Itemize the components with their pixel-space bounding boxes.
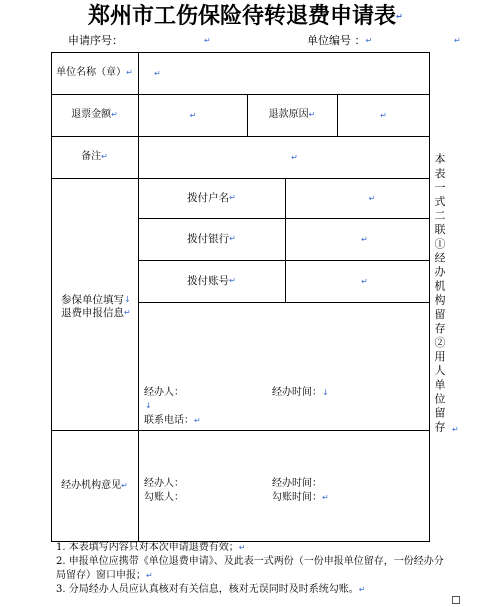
unit-name-field[interactable] xyxy=(139,53,429,94)
paragraph-mark-icon xyxy=(361,236,368,244)
line-break-icon xyxy=(322,389,329,397)
remark-label: 备注 xyxy=(81,151,102,162)
paragraph-mark-icon xyxy=(369,195,376,203)
agency-opinion-label: 经办机构意见 xyxy=(61,479,122,491)
reconciler-label-text: 勾账人： xyxy=(144,492,184,503)
agency-opinion-label-cell xyxy=(51,430,138,541)
paragraph-mark-icon xyxy=(454,37,461,45)
payee-account-field[interactable] xyxy=(300,261,429,302)
paragraph-mark-icon xyxy=(380,112,387,120)
paragraph-mark-icon xyxy=(452,426,459,434)
reconcile-time-label xyxy=(272,493,329,503)
cell-divider xyxy=(285,178,286,302)
paragraph-mark-icon xyxy=(359,586,366,594)
paragraph-mark-icon xyxy=(194,417,201,425)
agency-handler-label xyxy=(144,479,184,489)
agency-handle-time-label-text: 经办时间： xyxy=(272,478,322,489)
paragraph-mark-icon xyxy=(309,111,316,119)
paragraph-mark-icon xyxy=(204,37,211,45)
paragraph-mark-icon xyxy=(121,482,128,490)
note-item xyxy=(56,555,446,583)
contact-phone-label-text: 联系电话： xyxy=(144,415,194,426)
contact-phone-label xyxy=(144,416,201,426)
paragraph-mark-icon xyxy=(361,278,368,286)
refund-reason-label-cell xyxy=(247,94,337,136)
applicant-section-label xyxy=(61,294,131,320)
unit-name-label-cell xyxy=(51,52,138,94)
refund-amount-field[interactable] xyxy=(139,95,247,136)
applicant-handler-label xyxy=(144,388,184,398)
payee-name-label: 拨付户名 xyxy=(187,191,230,204)
notes-list xyxy=(56,541,446,597)
payee-name-field[interactable] xyxy=(300,179,444,218)
section-label-line1: 参保单位填写 xyxy=(61,294,124,306)
remark-field[interactable] xyxy=(160,137,429,178)
payee-bank-field[interactable] xyxy=(300,219,429,260)
payee-bank-label: 拨付银行 xyxy=(187,232,230,245)
note-text: 1. 本表填写内容只对本次申请退费有效； xyxy=(56,542,239,553)
side-copy-note: 本表一式二联①经办机构留存②用人单位留存 xyxy=(433,153,446,435)
paragraph-mark-icon xyxy=(124,309,131,317)
refund-amount-label-cell xyxy=(51,94,138,136)
applicant-handle-time-label xyxy=(272,388,329,398)
applicant-section-label-cell xyxy=(51,178,138,430)
paragraph-mark-icon xyxy=(239,544,246,552)
refund-amount-label: 退票金额 xyxy=(71,109,112,120)
section-label-line2: 退费申报信息 xyxy=(61,307,124,319)
applicant-handler-label-text: 经办人： xyxy=(144,387,184,398)
paragraph-mark-icon xyxy=(366,37,373,45)
paragraph-mark-icon xyxy=(190,112,197,120)
paragraph-mark-icon xyxy=(229,235,236,243)
paragraph-mark-icon xyxy=(396,13,403,21)
anchor-square-icon xyxy=(452,596,460,604)
reconciler-label xyxy=(144,493,184,503)
payee-bank-label-cell xyxy=(138,218,285,260)
line-break-icon xyxy=(145,402,152,410)
serial-number-label-text: 申请序号： xyxy=(68,34,123,47)
applicant-handle-time-label-text: 经办时间： xyxy=(272,387,322,398)
serial-number-label xyxy=(68,35,123,46)
paragraph-mark-icon xyxy=(229,194,236,202)
paragraph-mark-icon xyxy=(101,153,108,161)
note-item xyxy=(56,583,446,597)
paragraph-mark-icon xyxy=(111,111,118,119)
unit-code-label-text: 单位编号 ： xyxy=(307,34,366,47)
remark-label-cell xyxy=(51,136,138,178)
unit-name-label: 单位名称（章） xyxy=(56,67,127,78)
paragraph-mark-icon xyxy=(291,154,298,162)
agency-handler-label-text: 经办人： xyxy=(144,478,184,489)
note-item xyxy=(56,541,446,555)
paragraph-mark-icon xyxy=(126,69,133,77)
note-text: 2. 申报单位应携带《单位退费申请》、及此表一式两份（一份申报单位留存，一份经办分局留存）窗口申报； xyxy=(56,556,444,581)
paragraph-mark-icon xyxy=(154,70,161,78)
payee-name-label-cell xyxy=(138,178,285,218)
payee-account-label-cell xyxy=(138,260,285,302)
paragraph-mark-icon xyxy=(146,572,153,580)
paragraph-mark-icon xyxy=(322,494,329,502)
form-title xyxy=(88,6,403,28)
form-title-text: 郑州市工伤保险待转退费申请表 xyxy=(88,4,397,29)
refund-reason-label: 退款原因 xyxy=(268,109,309,120)
note-text: 3. 分局经办人员应认真核对有关信息，核对无误同时及时系统勾账。 xyxy=(56,584,359,595)
agency-handle-time-label xyxy=(272,479,322,489)
payee-account-label: 拨付账号 xyxy=(187,274,230,287)
table-border-right xyxy=(429,52,430,542)
reconcile-time-label-text: 勾账时间： xyxy=(272,492,322,503)
unit-code-label xyxy=(307,35,372,46)
paragraph-mark-icon xyxy=(229,277,236,285)
refund-reason-field[interactable] xyxy=(338,95,429,136)
line-break-icon xyxy=(124,296,131,304)
subrow-divider xyxy=(138,302,430,303)
